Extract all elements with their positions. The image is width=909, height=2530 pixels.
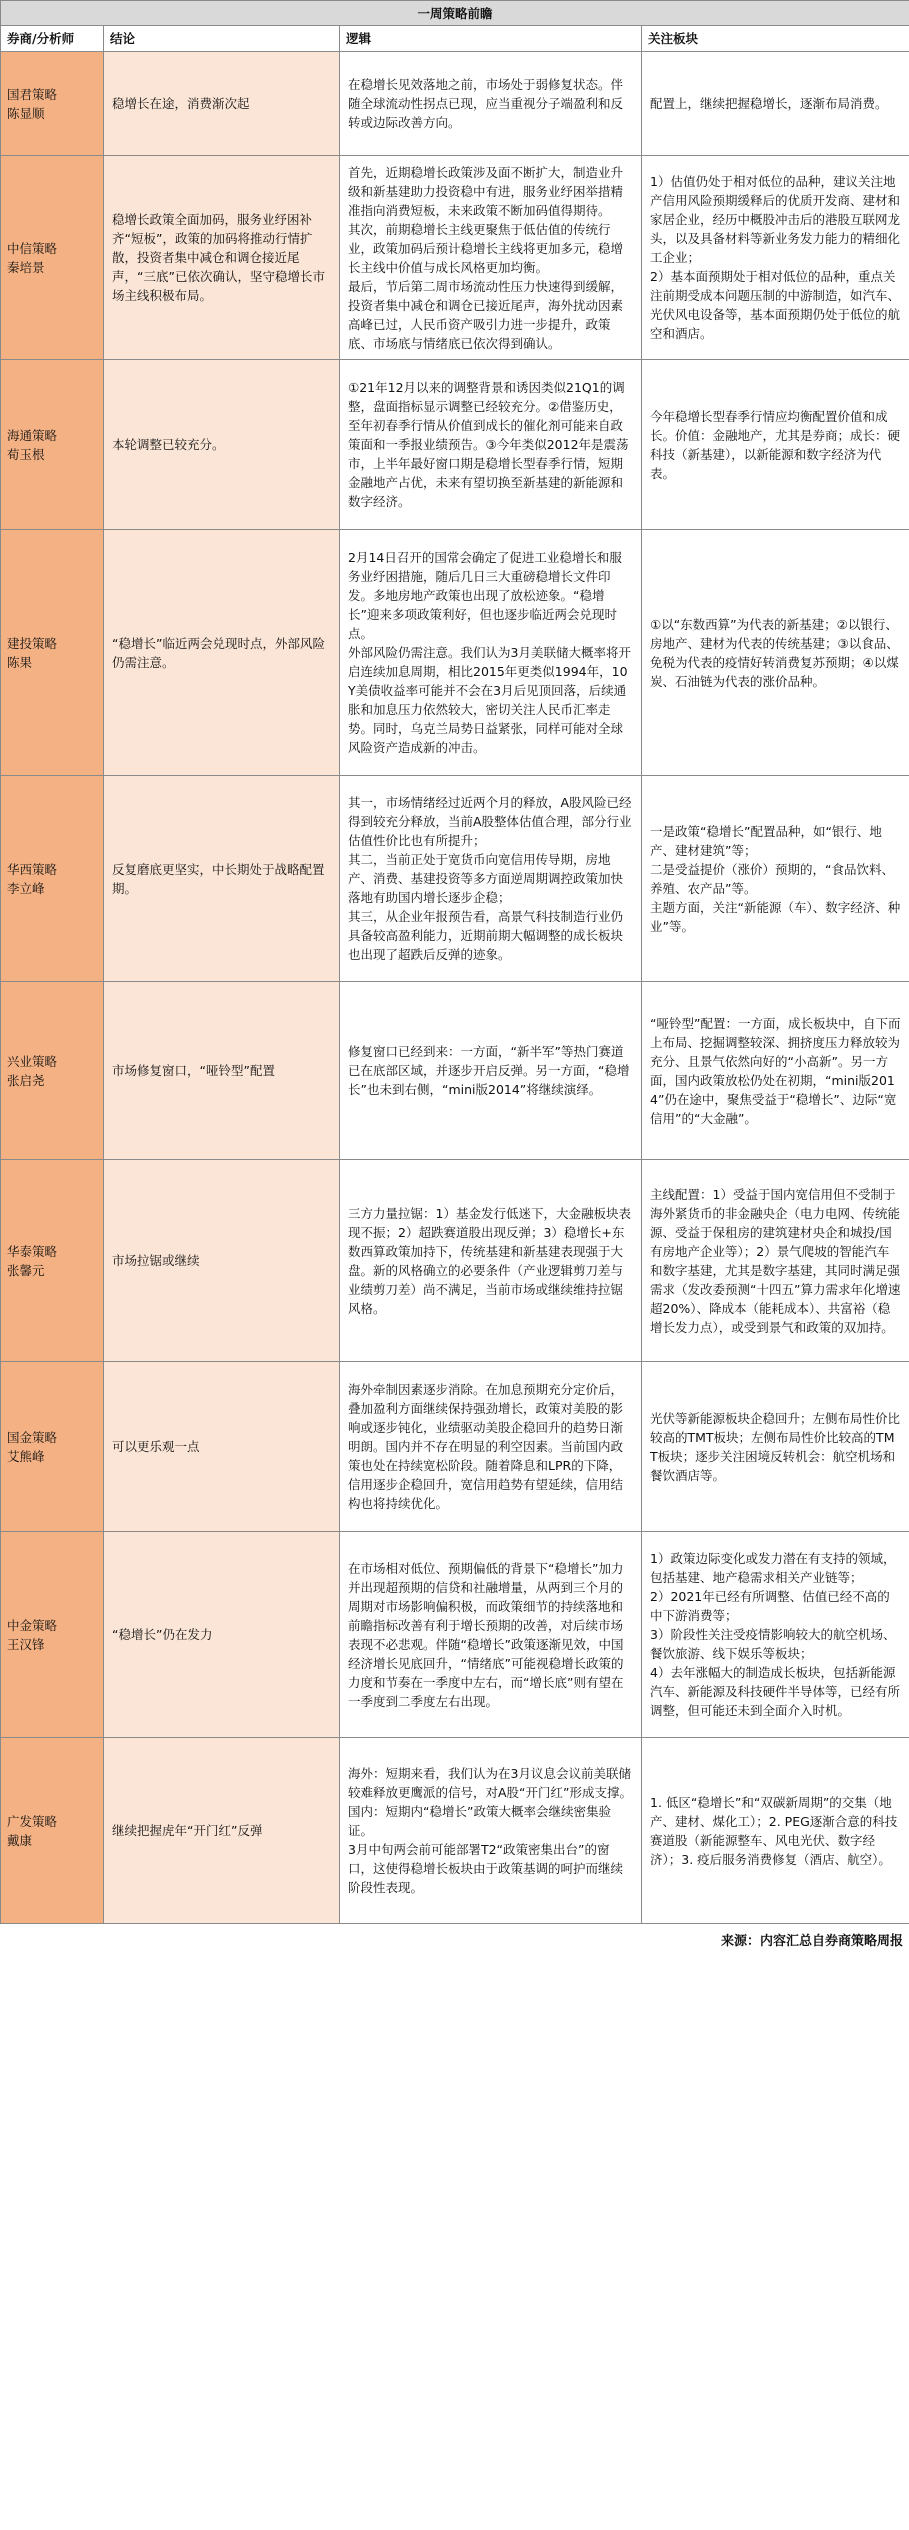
sector-cell [642, 776, 909, 982]
table-row [1, 776, 909, 982]
broker-cell [1, 360, 104, 530]
table-row [1, 1532, 909, 1738]
conclusion-cell: “稳增长”仍在发力 [104, 1532, 340, 1738]
analyst-name: 陈显顺 [7, 105, 45, 121]
broker-cell [1, 1160, 104, 1362]
table-row [1, 52, 909, 156]
header-broker: 券商/分析师 [1, 26, 104, 52]
table-row [1, 982, 909, 1160]
logic-cell [340, 1738, 642, 1924]
header-logic: 逻辑 [340, 26, 642, 52]
broker-name: 兴业策略 [7, 1053, 58, 1069]
sector-cell [642, 156, 909, 360]
logic-paragraph: 其二，当前正处于宽货币向宽信用传导期，房地产、消费、基建投资等多方面逆周期调控政策加快落地有助国内增长逐步企稳； [348, 852, 624, 905]
sector-paragraph: 3）阶段性关注受疫情影响较大的航空机场、餐饮旅游、线下娱乐等板块； [650, 1627, 896, 1661]
logic-cell [340, 1362, 642, 1532]
logic-paragraph: 首先，近期稳增长政策涉及面不断扩大，制造业升级和新基建助力投资稳中有进，服务业纾困举措精准指向消费短板，未来政策不断加码值得期待。 [348, 164, 624, 218]
sector-paragraph: ①以“东数西算”为代表的新基建；②以银行、房地产、建材为代表的传统基建；③以食品、免税为代表的疫情好转消费复苏预期；④以煤炭、石油链为代表的涨价品种。 [650, 616, 899, 689]
broker-name: 国君策略 [7, 86, 58, 102]
logic-paragraph: 3月中旬两会前可能部署T2“政策密集出台”的窗口，这使得稳增长板块由于政策基调的呵护而继续阶段性表现。 [348, 1842, 624, 1895]
sector-paragraph: 4）去年涨幅大的制造成长板块，包括新能源汽车、新能源及科技硬件半导体等，已经有所调整，但可能还未到全面介入时机。 [650, 1665, 901, 1718]
logic-cell [340, 530, 642, 776]
conclusion-cell: 稳增长政策全面加码，服务业纾困补齐“短板”，政策的加码将推动行情扩散，投资者集中减仓和调仓接近尾声，“三底”已依次确认，坚守稳增长市场主线积极布局。 [104, 156, 340, 360]
broker-name: 中金策略 [7, 1617, 58, 1633]
sector-cell [642, 982, 909, 1160]
analyst-name: 李立峰 [7, 880, 45, 896]
table-title: 一周策略前瞻 [1, 1, 909, 26]
sector-cell [642, 52, 909, 156]
conclusion-cell: 市场修复窗口，“哑铃型”配置 [104, 982, 340, 1160]
sector-paragraph: 二是受益提价（涨价）预期的，“食品饮料、养殖、农产品”等。 [650, 861, 894, 896]
analyst-name: 陈果 [7, 654, 33, 670]
sector-paragraph: 2）2021年已经有所调整、估值已经不高的中下游消费等； [650, 1589, 890, 1623]
analyst-name: 王汉锋 [7, 1636, 45, 1652]
analyst-name: 张启尧 [7, 1072, 45, 1088]
sector-cell [642, 1532, 909, 1738]
logic-paragraph: ①21年12月以来的调整背景和诱因类似21Q1的调整，盘面指标显示调整已经较充分。②借鉴历史，至年初春季行情从价值到成长的催化剂可能来自政策面和一季报业绩预告。③今年类似2012年是震荡市，上半年最好窗口期是稳增长型春季行情，短期金融地产占优，未来有望切换至新基建的新能源和数字经济。 [348, 380, 629, 509]
broker-cell [1, 1738, 104, 1924]
logic-paragraph: 在稳增长见效落地之前，市场处于弱修复状态。伴随全球流动性拐点已现，应当重视分子端盈利和反转或边际改善方向。 [348, 77, 624, 130]
conclusion-cell: 可以更乐观一点 [104, 1362, 340, 1532]
logic-cell [340, 1532, 642, 1738]
sector-paragraph: 光伏等新能源板块企稳回升；左侧布局性价比较高的TMT板块；左侧布局性价比较高的TMT板块；逐步关注困境反转机会：航空机场和餐饮酒店等。 [650, 1410, 901, 1483]
logic-paragraph: 2月14日召开的国常会确定了促进工业稳增长和服务业纾困措施，随后几日三大重磅稳增长文件印发。多地房地产政策也出现了放松迹象。“稳增长”迎来多项政策利好，但也逐步临近两会兑现时点。 [348, 550, 622, 641]
logic-cell [340, 1160, 642, 1362]
analyst-name: 荀玉根 [7, 446, 45, 462]
sector-paragraph: 主题方面，关注“新能源（车）、数字经济、种业”等。 [650, 899, 901, 934]
logic-paragraph: 国内：短期内“稳增长”政策大概率会继续密集验证。 [348, 1804, 611, 1838]
conclusion-cell: 继续把握虎年“开门红”反弹 [104, 1738, 340, 1924]
sector-paragraph: 1）政策边际变化或发力潜在有支持的领域，包括基建、地产稳需求相关产业链等； [650, 1551, 896, 1585]
table-row [1, 1738, 909, 1924]
broker-cell [1, 776, 104, 982]
sector-cell [642, 530, 909, 776]
table-row [1, 530, 909, 776]
header-sector: 关注板块 [642, 26, 909, 52]
logic-paragraph: 海外：短期来看，我们认为在3月议息会议前美联储较难释放更鹰派的信号，对A股“开门红”形成支撑。 [348, 1766, 633, 1800]
conclusion-cell: 本轮调整已较充分。 [104, 360, 340, 530]
logic-cell [340, 360, 642, 530]
broker-name: 华泰策略 [7, 1243, 58, 1259]
table-row [1, 1160, 909, 1362]
broker-name: 国金策略 [7, 1429, 58, 1445]
conclusion-cell: 稳增长在途，消费渐次起 [104, 52, 340, 156]
conclusion-cell: 市场拉锯或继续 [104, 1160, 340, 1362]
analyst-name: 张馨元 [7, 1262, 45, 1278]
analyst-name: 戴康 [7, 1832, 33, 1848]
sector-paragraph: 主线配置：1）受益于国内宽信用但不受制于海外紧货币的非金融央企（电力电网、传统能源、受益于保租房的建筑建材央企和城投/国有房地产企业等）；2）景气爬坡的智能汽车和数字基建，尤其是数字基建，其同时满足强需求（发改委预测“十四五”算力需求年化增速超20%）、降成本（能耗成本）、共富裕（稳增长发力点），或受到景气和政策的双加持。 [650, 1186, 901, 1335]
source-note: 来源：内容汇总自券商策略周报 [720, 1934, 903, 1949]
sector-cell [642, 1738, 909, 1924]
sector-cell [642, 1160, 909, 1362]
broker-cell [1, 1362, 104, 1532]
logic-cell [340, 776, 642, 982]
sector-paragraph: 1）估值仍处于相对低位的品种，建议关注地产信用风险预期缓释后的优质开发商、建材和家居企业，经历中概股冲击后的港股互联网龙头，以及具备材料等新业务发力能力的精细化工企业； [650, 174, 901, 265]
table-row [1, 156, 909, 360]
broker-name: 广发策略 [7, 1813, 58, 1829]
logic-paragraph: 其一，市场情绪经过近两个月的释放，A股风险已经得到较充分释放，当前A股整体估值合理，部分行业估值性价比也有所提升； [348, 795, 632, 848]
analyst-name: 秦培景 [7, 259, 45, 275]
broker-cell [1, 530, 104, 776]
logic-paragraph: 其三，从企业年报预告看，高景气科技制造行业仍具备较高盈利能力，近期前期大幅调整的成长板块也出现了超跌后反弹的迹象。 [348, 909, 624, 962]
sector-cell [642, 360, 909, 530]
header-row [1, 26, 909, 52]
logic-paragraph: 海外牵制因素逐步消除。在加息预期充分定价后，叠加盈利方面继续保持强劲增长，政策对美股的影响或逐步钝化，业绩驱动美股企稳回升的趋势日渐明朗。国内并不存在明显的利空因素。当前国内政策也处在持续宽松阶段。随着降息和LPR的下降，信用逐步企稳回升，宽信用趋势有望延续，信用结构也将持续优化。 [348, 1382, 624, 1511]
table-row [1, 360, 909, 530]
sector-paragraph: 2）基本面预期处于相对低位的品种，重点关注前期受成本问题压制的中游制造，如汽车、光伏风电设备等，基本面预期仍处于低位的航空和酒店。 [650, 269, 901, 341]
sector-paragraph: 配置上，继续把握稳增长，逐渐布局消费。 [650, 96, 888, 111]
logic-paragraph: 三方力量拉锯：1）基金发行低迷下，大金融板块表现不振；2）超跌赛道股出现反弹；3）稳增长+东数西算政策加持下，传统基建和新基建表现强于大盘。新的风格确立的必要条件（产业逻辑剪刀差与业绩剪刀差）尚不满足，当前市场或继续维持拉锯风格。 [348, 1205, 631, 1316]
broker-name: 中信策略 [7, 240, 58, 256]
table-row [1, 1362, 909, 1532]
broker-name: 海通策略 [7, 427, 58, 443]
sector-cell [642, 1362, 909, 1532]
sector-paragraph: 1. 低区“稳增长”和“双碳新周期”的交集（地产、建材、煤化工）；2. PEG逐渐合意的科技赛道股（新能源整车、风电光伏、数字经济）；3. 疫后服务消费修复（酒店、航空）。 [650, 1794, 898, 1867]
conclusion-cell: 反复磨底更坚实，中长期处于战略配置期。 [104, 776, 340, 982]
broker-name: 建投策略 [7, 635, 58, 651]
header-conclusion: 结论 [104, 26, 340, 52]
logic-paragraph: 外部风险仍需注意。我们认为3月美联储大概率将开启连续加息周期，相比2015年更类似1994年，10Y美债收益率可能并不会在3月后见顶回落，后续通胀和加息压力依然较大，密切关注人民币汇率走势。同时，乌克兰局势日益紧张，同样可能对全球风险资产造成新的冲击。 [348, 645, 631, 755]
analyst-name: 艾熊峰 [7, 1448, 45, 1464]
broker-cell [1, 52, 104, 156]
sector-paragraph: “哑铃型”配置：一方面，成长板块中，自下而上布局、挖掘调整较深、拥挤度压力释放较为充分、且景气依然向好的“小高新”。另一方面，国内政策放松仍处在初期，“mini版2014”仍在途中，聚焦受益于“稳增长”、边际“宽信用”的“大金融”。 [650, 1015, 901, 1126]
broker-name: 华西策略 [7, 861, 58, 877]
logic-paragraph: 修复窗口已经到来：一方面，“新半军”等热门赛道已在底部区域，并逐步开启反弹。另一方面，“稳增长”也未到右侧，“mini版2014”将继续演绎。 [348, 1044, 630, 1097]
logic-cell [340, 156, 642, 360]
conclusion-cell: “稳增长”临近两会兑现时点，外部风险仍需注意。 [104, 530, 340, 776]
logic-cell [340, 52, 642, 156]
broker-cell [1, 1532, 104, 1738]
title-row [1, 1, 909, 26]
logic-paragraph: 其次，前期稳增长主线更聚焦于低估值的传统行业，政策加码后预计稳增长主线将更加多元，稳增长主线中价值与成长风格更加均衡。 [348, 221, 624, 275]
broker-cell [1, 156, 104, 360]
logic-paragraph: 在市场相对低位、预期偏低的背景下“稳增长”加力并出现超预期的信贷和社融增量，从两到三个月的周期对市场影响偏积极，而政策细节的持续落地和前瞻指标改善有利于增长预期的改善，对后续市场表现不必悲观。伴随“稳增长”政策逐渐见效，中国经济增长见底回升，“情绪底”可能视稳增长政策的力度和节奏在一季度中左右，而“增长底”则有望在一季度到二季度左右出现。 [348, 1560, 624, 1709]
broker-cell [1, 982, 104, 1160]
sector-paragraph: 今年稳增长型春季行情应均衡配置价值和成长。价值：金融地产，尤其是券商；成长：硬科技（新基建），以新能源和数字经济为代表。 [650, 408, 901, 481]
logic-cell [340, 982, 642, 1160]
logic-paragraph: 最后，节后第二周市场流动性压力快速得到缓解，投资者集中减仓和调仓已接近尾声，海外扰动因素高峰已过，人民币资产吸引力进一步提升，政策底、市场底与情绪底已依次得到确认。 [348, 278, 624, 351]
sector-paragraph: 一是政策“稳增长”配置品种，如“银行、地产、建材建筑”等； [650, 823, 882, 858]
